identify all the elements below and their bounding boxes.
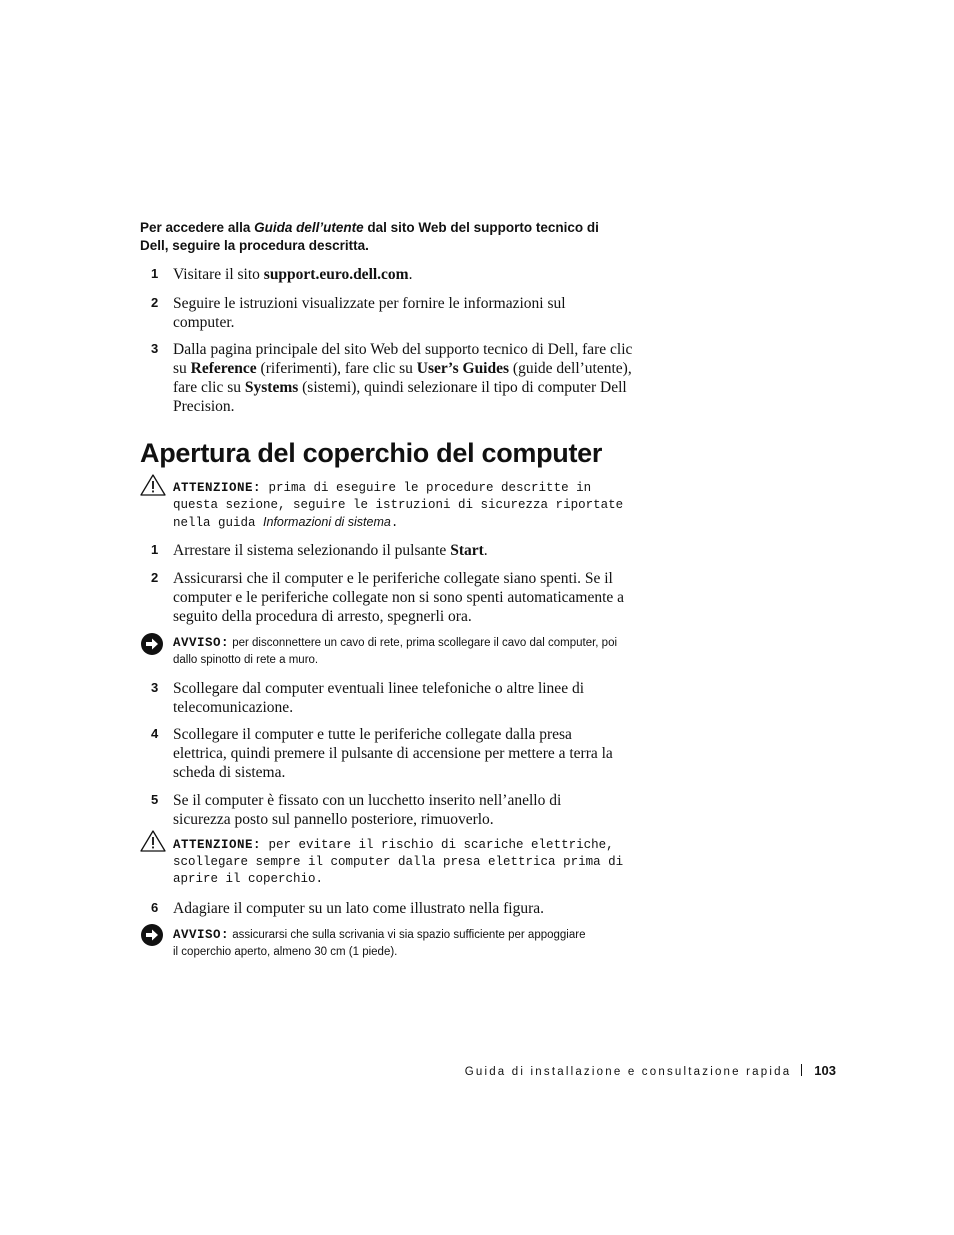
users-guides-label: User’s Guides: [416, 360, 510, 377]
step-number: 6: [151, 900, 159, 915]
list-item: [140, 725, 640, 782]
caution-text: per evitare il rischio di scariche elettriche, scollegare sempre il computer dalla presa elettrica prima di aprire il coperchio.: [173, 838, 624, 886]
notice-note: [140, 632, 640, 669]
caution-note: [140, 830, 640, 888]
list-item: [140, 541, 640, 560]
page-number: 103: [814, 1063, 836, 1078]
step-number: 2: [151, 570, 159, 585]
intro-text: Per accedere alla: [140, 220, 255, 235]
step-number: 1: [151, 266, 159, 281]
start-button-label: Start: [450, 542, 484, 559]
notice-label: AVVISO:: [173, 636, 230, 650]
step-text: (riferimenti), fare clic su: [256, 360, 417, 377]
step-number: 4: [151, 726, 159, 741]
notice-text: per disconnettere un cavo di rete, prima scollegare il cavo dal computer, poi dallo spinotto di rete a muro.: [173, 637, 618, 666]
caution-text-end: .: [390, 516, 399, 530]
list-item: [140, 569, 640, 626]
intro-text-end: dal sito Web del supporto tecnico di Dell, seguire la procedura descritta.: [140, 220, 599, 253]
notice-arrow-icon: [140, 632, 164, 661]
list-item: [140, 679, 640, 717]
list-item: [140, 899, 640, 918]
step-number: 3: [151, 341, 159, 356]
step-text: Seguire le istruzioni visualizzate per fornire le informazioni sul computer.: [173, 295, 566, 331]
step-text: .: [483, 542, 488, 559]
systems-label: Systems: [244, 379, 299, 396]
warning-triangle-icon: [140, 474, 166, 501]
step-number: 3: [151, 680, 159, 695]
list-item: [140, 791, 640, 829]
caution-guide-title: Informazioni di sistema: [263, 515, 391, 529]
step-text: (guide dell’utente), fare clic su: [173, 360, 632, 396]
notice-arrow-icon: [140, 923, 164, 952]
list-item: [140, 340, 640, 416]
caution-label: ATTENZIONE:: [173, 481, 262, 495]
list-item: [140, 294, 640, 332]
step-text: Assicurarsi che il computer e le periferiche collegate siano spenti. Se il computer e le periferiche collegate non si sono spenti automaticamente a seguito della procedura di arresto, spegnerli ora.: [173, 570, 625, 625]
reference-label: Reference: [190, 360, 257, 377]
warning-triangle-icon: [140, 830, 166, 857]
step-number: 1: [151, 542, 159, 557]
caution-text: prima di eseguire le procedure descritte in questa sezione, seguire le istruzioni di sicurezza riportate nella guida: [173, 481, 624, 530]
notice-label: AVVISO:: [173, 928, 230, 942]
list-item: [140, 265, 640, 284]
step-text: Se il computer è fissato con un lucchetto inserito nell’anello di sicurezza posto sul pannello posteriore, rimuoverlo.: [173, 792, 562, 828]
notice-text: assicurarsi che sulla scrivania vi sia spazio sufficiente per appoggiare il coperchio aperto, almeno 30 cm (1 piede).: [173, 929, 586, 958]
section-heading: Apertura del coperchio del computer: [140, 438, 603, 468]
support-site-link: support.euro.dell.com: [263, 266, 409, 283]
step-text: Scollegare il computer e tutte le periferiche collegate dalla presa elettrica, quindi premere il pulsante di accensione per mettere a terra la scheda di sistema.: [173, 726, 613, 781]
step-number: 2: [151, 295, 159, 310]
step-text: (sistemi), quindi selezionare il tipo di computer Dell Precision.: [173, 379, 627, 415]
footer-title: Guida di installazione e consultazione rapida: [464, 1066, 792, 1078]
caution-label: ATTENZIONE:: [173, 838, 262, 852]
step-text: Adagiare il computer su un lato come illustrato nella figura.: [173, 900, 545, 917]
intro-guide-title: Guida dell’utente: [254, 220, 364, 235]
step-text: Scollegare dal computer eventuali linee telefoniche o altre linee di telecomunicazione.: [173, 680, 584, 716]
step-text: Dalla pagina principale del sito Web del supporto tecnico di Dell, fare clic su: [173, 341, 633, 377]
intro-paragraph: [140, 219, 630, 255]
step-text: Visitare il sito: [173, 266, 264, 283]
notice-note: [140, 923, 640, 961]
step-text: Arrestare il sistema selezionando il pulsante: [173, 542, 451, 559]
step-number: 5: [151, 792, 159, 807]
caution-note: [140, 474, 640, 532]
step-text: .: [408, 266, 413, 283]
page-footer: [465, 1062, 836, 1080]
footer-separator: [801, 1064, 802, 1076]
